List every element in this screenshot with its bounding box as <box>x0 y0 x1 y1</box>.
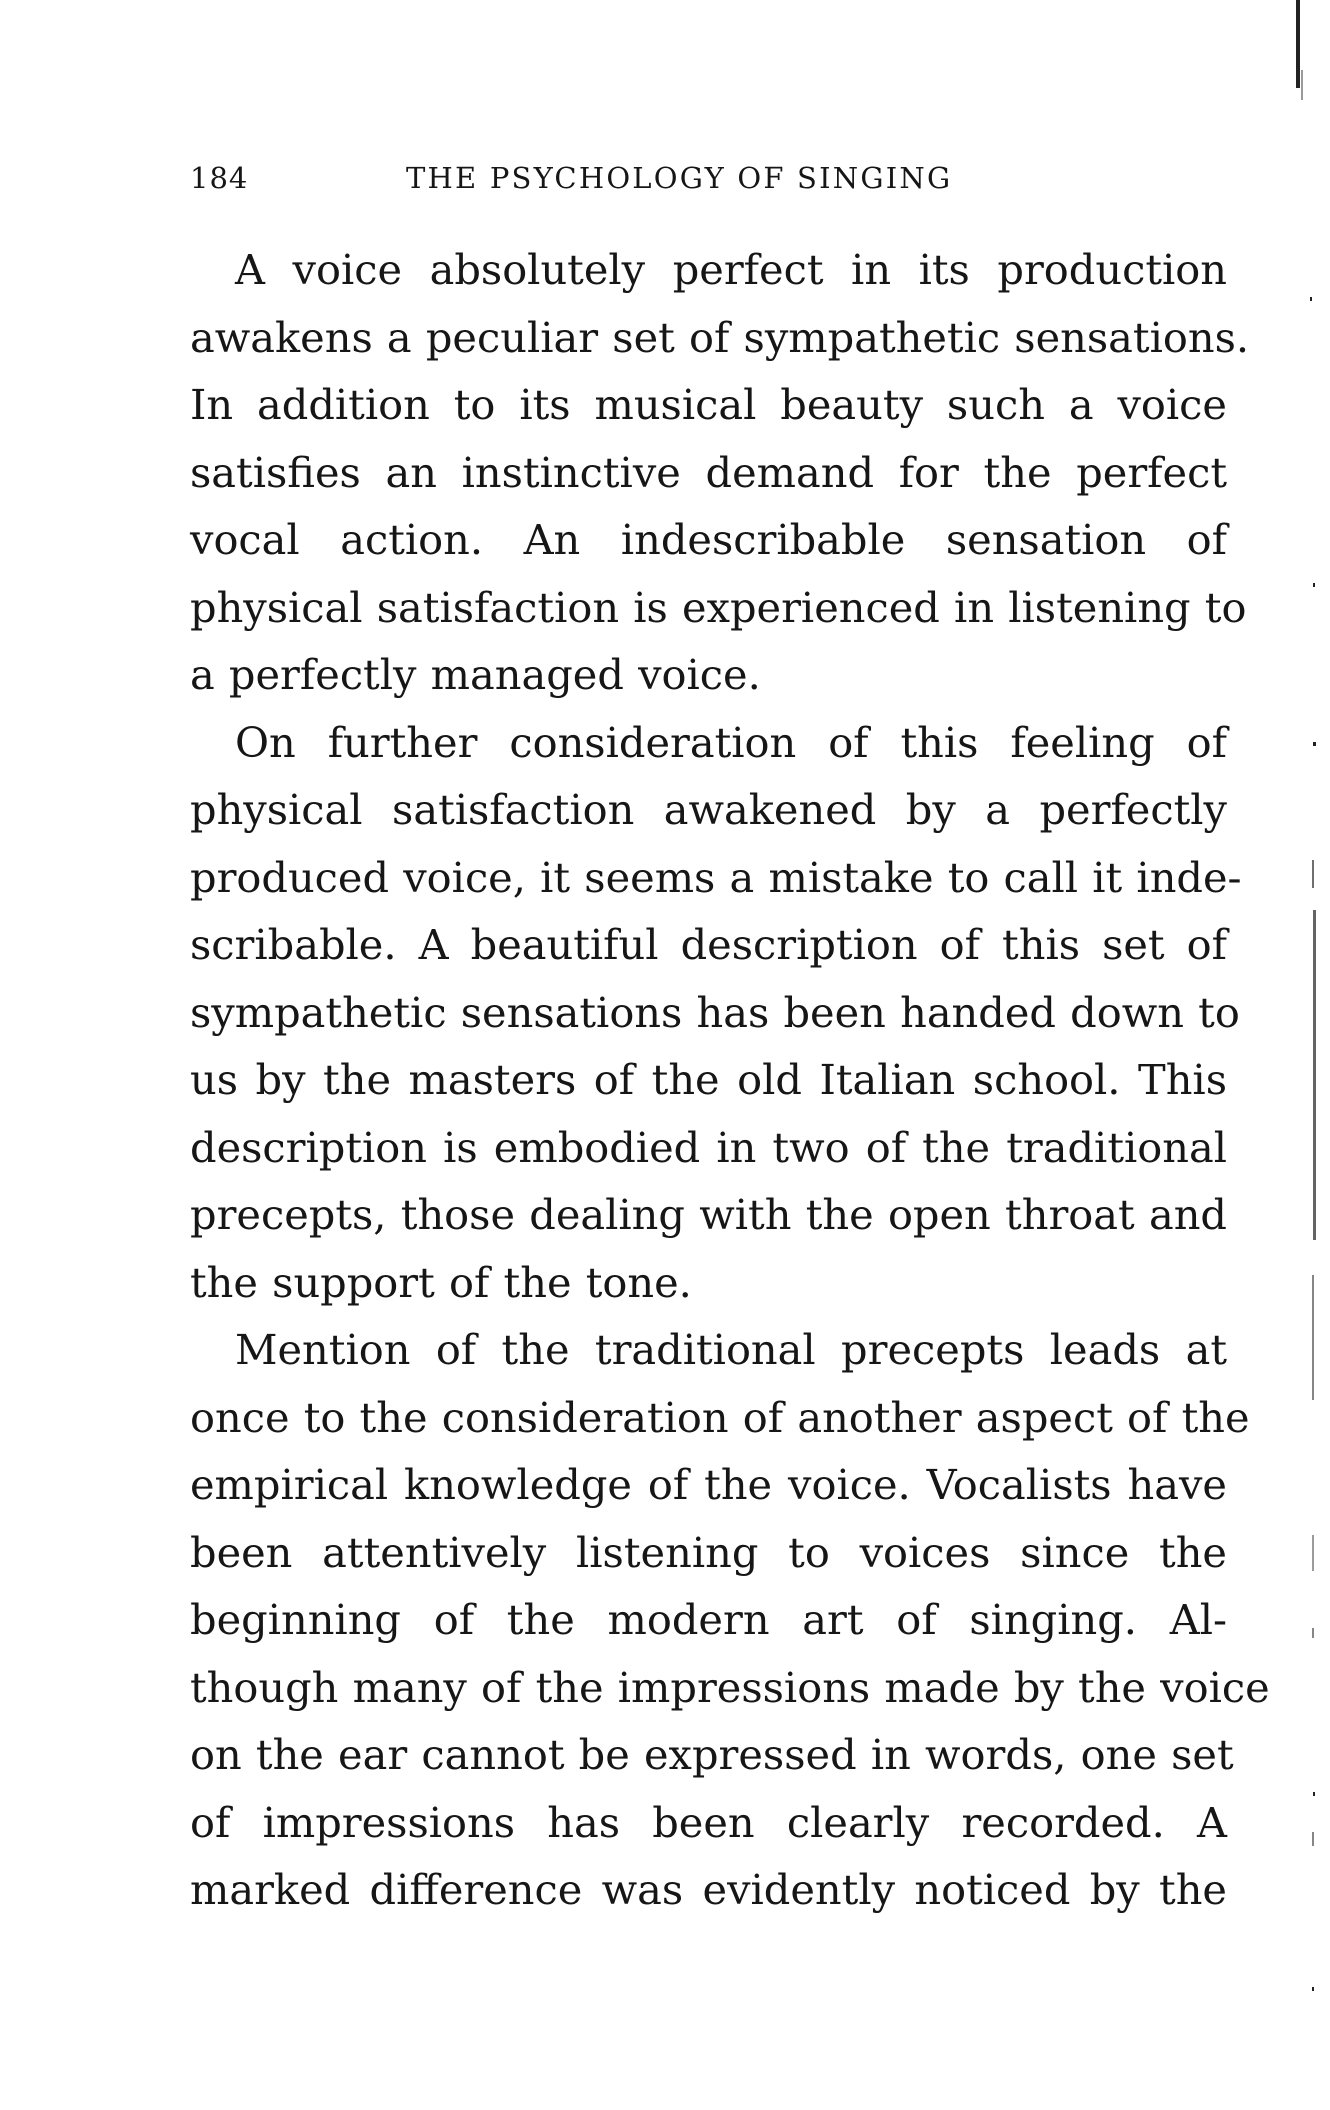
scan-edge-mark <box>1301 70 1303 100</box>
scan-edge-mark <box>1312 1987 1314 1991</box>
scan-edge-mark <box>1313 742 1316 746</box>
text-line: on the ear cannot be expressed in words, one set <box>190 1730 1234 1779</box>
running-title: THE PSYCHOLOGY OF SINGING <box>406 161 953 195</box>
page-header <box>190 158 1020 198</box>
scan-edge-mark <box>1312 1628 1314 1638</box>
scan-edge-mark <box>1313 910 1316 1240</box>
text-line: sympathetic sensations has been handed down to <box>190 987 1240 1037</box>
scan-edge-mark <box>1296 0 1300 88</box>
scan-edge-mark <box>1313 1792 1315 1796</box>
scan-edge-mark <box>1313 583 1315 587</box>
text-line: us by the masters of the old Italian school. This <box>190 1055 1227 1104</box>
text-line: precepts, those dealing with the open throat and <box>190 1190 1227 1239</box>
text-line: of impressions has been clearly recorded. A <box>190 1797 1227 1847</box>
paragraph-2 <box>190 709 1242 1317</box>
text-line: scribable. A beautiful description of this set of <box>190 920 1227 969</box>
text-line: produced voice, it seems a mistake to call it inde- <box>190 852 1242 902</box>
scan-edge-mark <box>1312 860 1314 888</box>
page-number: 184 <box>190 161 249 195</box>
text-line: a perfectly managed voice. <box>190 650 761 699</box>
text-line: On further consideration of this feeling of <box>235 717 1227 767</box>
scan-edge-mark <box>1312 1275 1314 1400</box>
text-line: A voice absolutely perfect in its production <box>235 245 1227 294</box>
paragraph-3 <box>190 1316 1270 1924</box>
text-line: though many of the impressions made by the voice <box>190 1662 1270 1712</box>
text-line: physical satisfaction is experienced in listening to <box>190 582 1247 632</box>
text-line: marked difference was evidently noticed by the <box>190 1865 1227 1914</box>
scan-edge-mark <box>1312 1832 1314 1846</box>
text-line: empirical knowledge of the voice. Vocalists have <box>190 1460 1227 1509</box>
text-line: satisfies an instinctive demand for the perfect <box>190 447 1227 497</box>
text-line: beginning of the modern art of singing. Al- <box>190 1595 1227 1644</box>
text-line: Mention of the traditional precepts leads at <box>235 1325 1227 1374</box>
text-line: description is embodied in two of the traditional <box>190 1122 1227 1172</box>
text-line: been attentively listening to voices since the <box>190 1527 1227 1577</box>
text-line: the support of the tone. <box>190 1257 692 1307</box>
text-line: awakens a peculiar set of sympathetic sensations. <box>190 312 1250 362</box>
text-line: physical satisfaction awakened by a perfectly <box>190 785 1227 834</box>
scan-edge-mark <box>1312 1535 1314 1571</box>
body-text <box>190 236 1270 1924</box>
text-line: In addition to its musical beauty such a voice <box>190 380 1227 429</box>
text-line: vocal action. An indescribable sensation of <box>190 515 1227 564</box>
paragraph-1 <box>190 236 1250 709</box>
scan-edge-mark <box>1310 297 1312 301</box>
text-line: once to the consideration of another aspect of the <box>190 1392 1250 1442</box>
